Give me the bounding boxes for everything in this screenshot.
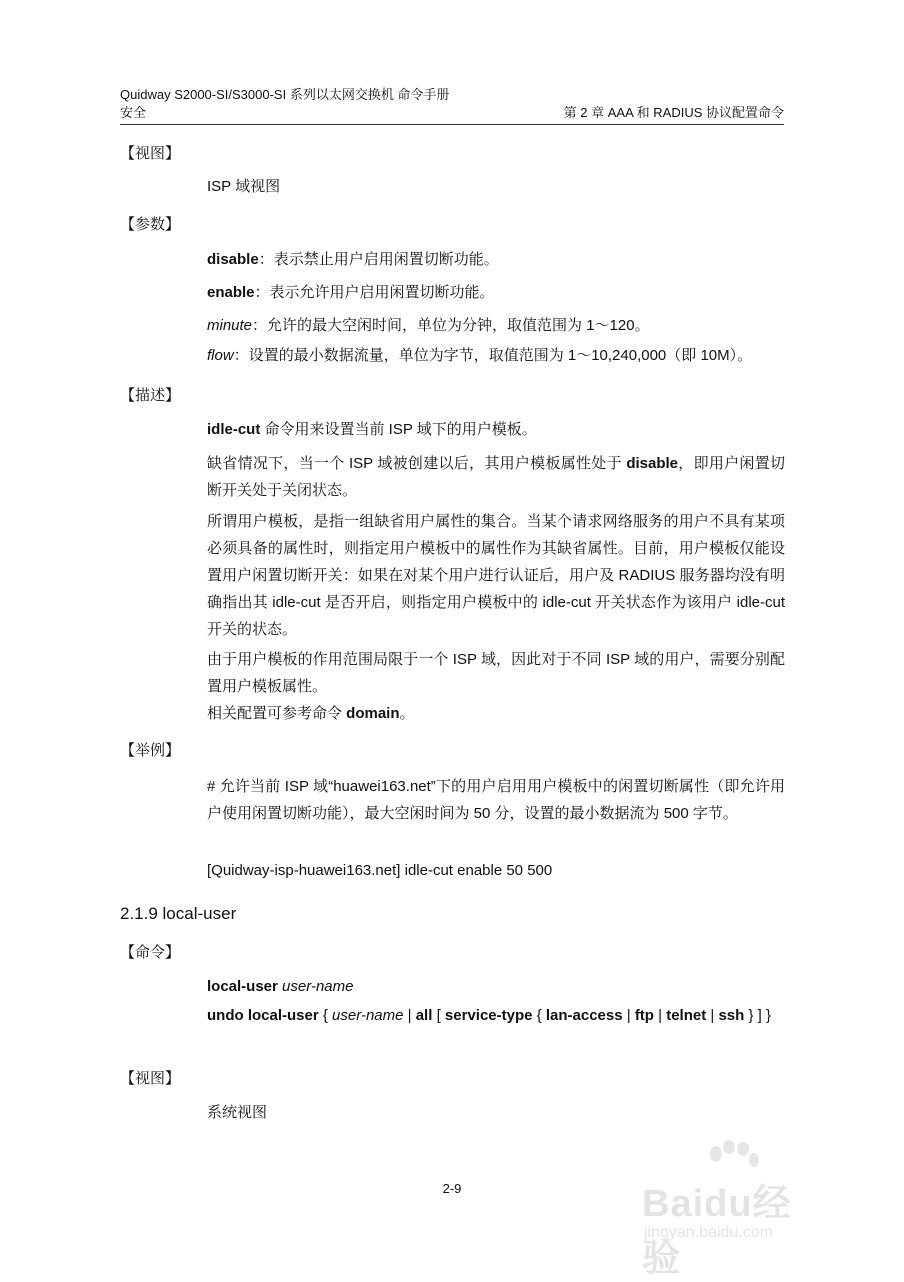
command-line-1: local-user user-name: [207, 978, 354, 995]
command-token: } ] }: [744, 1007, 772, 1024]
desc-para-4: 由于用户模板的作用范围局限于一个 ISP 域，因此对于不同 ISP 域的用户，需要分别配置用户模板属性。: [207, 651, 785, 695]
param-flow: flow：设置的最小数据流量，单位为字节，取值范围为 1～10,240,000（即 10M）。: [207, 347, 753, 364]
subsection-title: 2.1.9 local-user: [120, 904, 237, 923]
header-divider: [120, 124, 784, 125]
param-minute: minute：允许的最大空闲时间，单位为分钟，取值范围为 1～120。: [207, 317, 650, 334]
command-token: user-name: [332, 1007, 404, 1024]
command-token: {: [318, 1007, 333, 1024]
command-token: ssh: [718, 1007, 745, 1024]
desc-para-1: idle-cut 命令用来设置当前 ISP 域下的用户模板。: [207, 421, 537, 438]
desc-para-2: 缺省情况下，当一个 ISP 域被创建以后，其用户模板属性处于 disable，即用户闲置切断开关处于关闭状态。: [207, 455, 785, 499]
view-heading: 【视图】: [120, 145, 181, 162]
example-command: [Quidway-isp-huawei163.net] idle-cut enable 50 500: [207, 862, 553, 879]
params-heading: 【参数】: [120, 216, 181, 233]
command-line-2: [207, 1002, 785, 1029]
example-desc: # 允许当前 ISP 域“huawei163.net”下的用户启用用户模板中的闲置切断属性（即允许用户使用闲置切断功能），最大空闲时间为 50 分，设置的最小数据流为 500 字节。: [207, 778, 785, 822]
command-token: all: [415, 1007, 433, 1024]
command-token: {: [532, 1007, 546, 1024]
command-token: ftp: [634, 1007, 654, 1024]
command-token: |: [706, 1007, 719, 1024]
param-enable: enable：表示允许用户启用闲置切断功能。: [207, 284, 495, 301]
header-row: [120, 104, 784, 122]
header-title: Quidway S2000-SI/S3000-SI 系列以太网交换机 命令手册: [120, 87, 450, 102]
desc-heading: 【描述】: [120, 387, 181, 404]
command-token: service-type: [444, 1007, 533, 1024]
param-disable: disable：表示禁止用户启用闲置切断功能。: [207, 251, 499, 268]
desc-para-5: 相关配置可参考命令 domain。: [207, 705, 415, 722]
view-text: ISP 域视图: [207, 178, 281, 195]
example-heading: 【举例】: [120, 742, 181, 759]
command-token: [: [432, 1007, 445, 1024]
command-token: |: [403, 1007, 416, 1024]
page-number: 2-9: [442, 1181, 462, 1196]
command-token: |: [622, 1007, 635, 1024]
command-token: telnet: [666, 1007, 707, 1024]
watermark-url: jingyan.baidu.com: [644, 1224, 773, 1241]
command-token: undo local-user: [207, 1007, 319, 1024]
desc-para-3: 所谓用户模板，是指一组缺省用户属性的集合。当某个请求网络服务的用户不具有某项必须具备的属性时，则指定用户模板中的属性作为其缺省属性。目前，用户模板仅能设置用户闲置切断开关：如果在对某个用户进行认证后，用户及 RADIUS 服务器均没有明确指出其 idle-cut 是否开启，则指定用户模板中的 idle-cut 开关状态作为该用户 idle-cut 开关的状态。: [207, 513, 785, 638]
command-token: lan-access: [545, 1007, 623, 1024]
watermark-brand: Baidu经验: [642, 1183, 792, 1280]
baidu-watermark: [638, 1140, 808, 1280]
command-heading: 【命令】: [120, 944, 181, 961]
view-heading-2: 【视图】: [120, 1070, 181, 1087]
view-text-2: 系统视图: [207, 1104, 268, 1121]
header-section: 安全: [120, 105, 147, 120]
header-chapter: 第 2 章 AAA 和 RADIUS 协议配置命令: [563, 105, 784, 120]
command-token: |: [653, 1007, 667, 1024]
